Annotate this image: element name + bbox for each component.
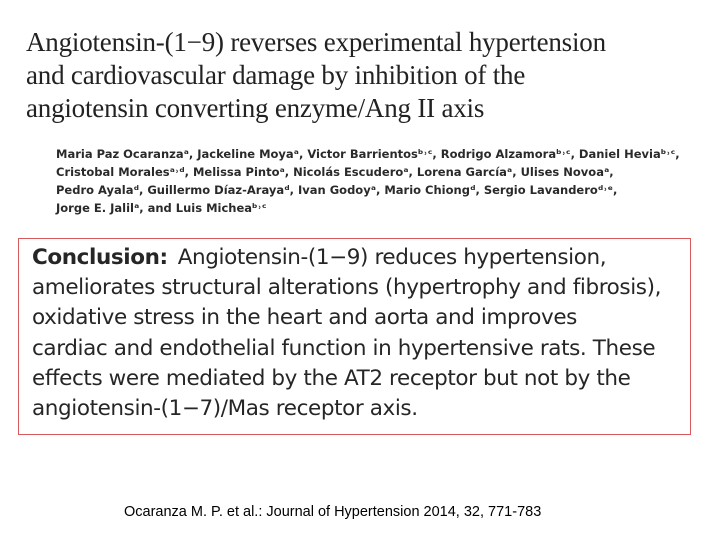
author-list [56, 145, 716, 217]
conclusion-box [18, 238, 691, 435]
conclusion-text [32, 243, 687, 424]
citation: Ocaranza M. P. et al.: Journal of Hypertension 2014, 32, 771-783 [124, 504, 542, 520]
conclusion-line-1-text: Angiotensin-(1−9) reduces hypertension, [177, 245, 607, 270]
author-line-4: Jorge E. Jalilᵃ, and Luis Micheaᵇ˒ᶜ [56, 201, 267, 215]
author-line-2: Cristobal Moralesᵃ˒ᵈ, Melissa Pintoᵃ, Nicolás Escuderoᵃ, Lorena Garcíaᵃ, Ulises Novoaᵃ, [56, 165, 614, 179]
conclusion-line-4: cardiac and endothelial function in hypertensive rats. These [32, 335, 656, 361]
conclusion-line-5: effects were mediated by the AT2 receptor but not by the [32, 365, 631, 391]
conclusion-line-1 [32, 243, 687, 273]
conclusion-line-3: oxidative stress in the heart and aorta and improves [32, 305, 577, 331]
title-line-3: angiotensin converting enzyme/Ang II axis [26, 93, 485, 123]
title-line-2: and cardiovascular damage by inhibition of the [26, 60, 526, 90]
paper-title [26, 26, 716, 125]
title-line-1: Angiotensin-(1−9) reverses experimental hypertension [26, 27, 606, 57]
author-line-1: Maria Paz Ocaranzaᵃ, Jackeline Moyaᵃ, Victor Barrientosᵇ˒ᶜ, Rodrigo Alzamoraᵇ˒ᶜ, Daniel Heviaᵇ˒ᶜ, [56, 147, 680, 161]
conclusion-line-2: ameliorates structural alterations (hypertrophy and fibrosis), [32, 275, 662, 301]
conclusion-label: Conclusion: [32, 245, 168, 270]
conclusion-line-6: angiotensin-(1−7)/Mas receptor axis. [32, 396, 418, 422]
author-line-3: Pedro Ayalaᵈ, Guillermo Díaz-Arayaᵈ, Ivan Godoyᵃ, Mario Chiongᵈ, Sergio Lavanderoᵈ˒ᵉ, [56, 183, 618, 197]
